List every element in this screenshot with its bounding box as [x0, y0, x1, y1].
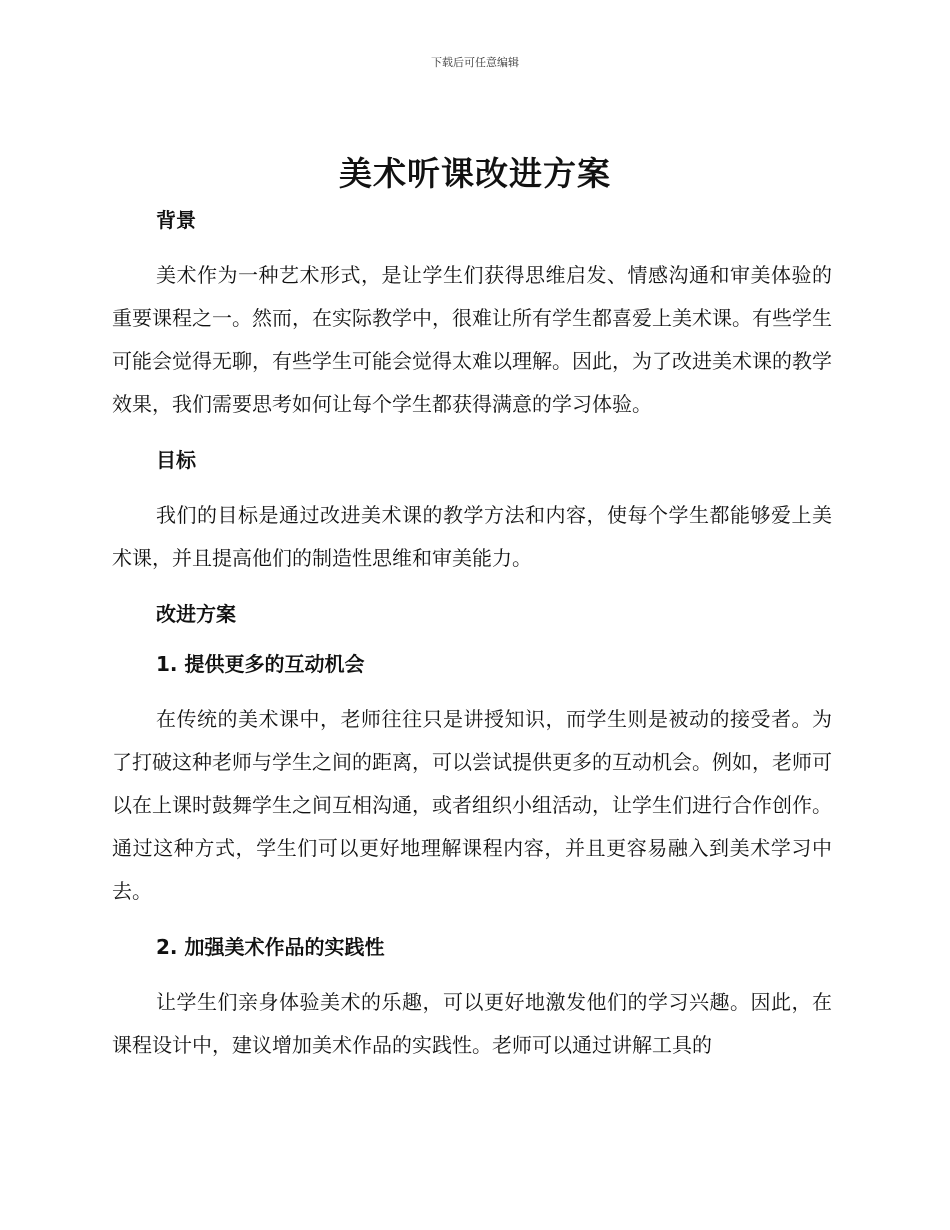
- paragraph-goal: 我们的目标是通过改进美术课的教学方法和内容，使每个学生都能够爱上美术课，并且提高他们的制造性思维和审美能力。: [112, 503, 832, 570]
- document-title: 美术听课改进方案: [339, 154, 611, 193]
- paragraph-background: 美术作为一种艺术形式，是让学生们获得思维启发、情感沟通和审美体验的重要课程之一。然而，在实际教学中，很难让所有学生都喜爱上美术课。有些学生可能会觉得无聊，有些学生可能会觉得太难以理解。因此，为了改进美术课的教学效果，我们需要思考如何让每个学生都获得满意的学习体验。: [112, 263, 832, 416]
- subheading-item-2: 2. 加强美术作品的实践性: [156, 935, 385, 959]
- section-heading-plan: 改进方案: [156, 602, 236, 626]
- section-heading-background: 背景: [156, 208, 196, 232]
- document-body: [112, 200, 832, 1081]
- header-note: 下载后可任意编辑: [431, 56, 519, 69]
- paragraph-item-2: 让学生们亲身体验美术的乐趣，可以更好地激发他们的学习兴趣。因此，在课程设计中，建议增加美术作品的实践性。老师可以通过讲解工具的: [112, 990, 832, 1057]
- section-heading-goal: 目标: [156, 448, 196, 472]
- subheading-item-1: 1. 提供更多的互动机会: [156, 652, 365, 676]
- paragraph-item-1: 在传统的美术课中，老师往往只是讲授知识，而学生则是被动的接受者。为了打破这种老师与学生之间的距离，可以尝试提供更多的互动机会。例如，老师可以在上课时鼓舞学生之间互相沟通，或者组织小组活动，让学生们进行合作创作。通过这种方式，学生们可以更好地理解课程内容，并且更容易融入到美术学习中去。: [112, 707, 832, 903]
